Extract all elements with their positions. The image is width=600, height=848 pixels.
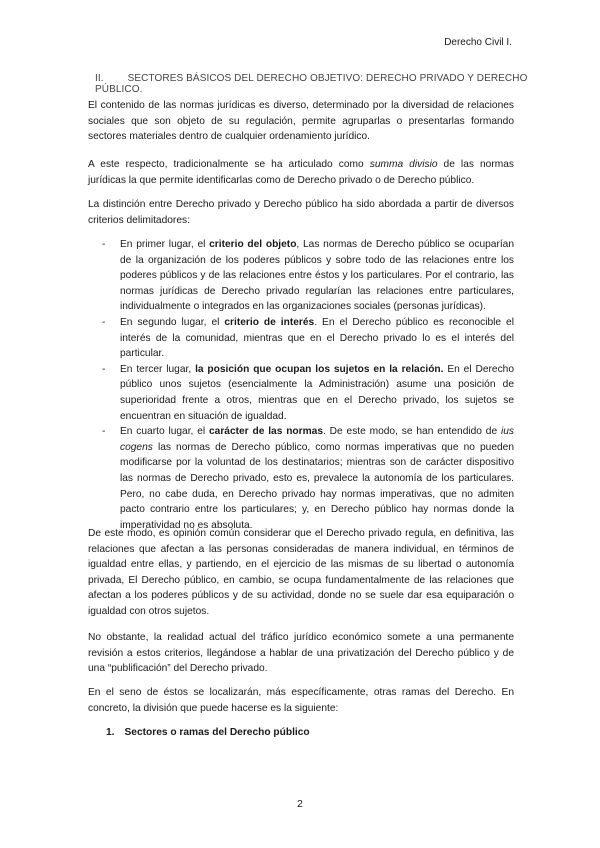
- paragraph-2-italic: summa divisio: [369, 159, 438, 170]
- paragraph-1: El contenido de las normas jurídicas es diverso, determinado por la diversidad de relaciones sociales que son objeto de su regulación, permite agruparlas o presentarlas formando sectores materiales dentro de cualquier ordenamiento jurídico.: [88, 100, 514, 143]
- paragraph-6: En el seno de éstos se localizarán, más específicamente, otras ramas del Derecho. En concreto, la división que puede hacerse es la siguiente:: [88, 687, 514, 714]
- list-item-text: , Las normas de Derecho público se ocuparían de la organización de los poderes públicos y sobre todo de las relaciones entre los poderes públicos y de las relaciones entre éstos y los particulares. Por el contrario, las normas jurídicas de Derecho privado regularían las relaciones entre particulares, individualmente o integrados en las organizaciones sociales (personas jurídicas).: [120, 239, 514, 313]
- list-item-bold: carácter de las normas: [208, 426, 323, 438]
- list-item-text: En cuarto lugar, el: [120, 426, 209, 438]
- list-item-text: las normas de Derecho público, como normas imperativas que no pueden modificarse por la voluntad de los destinatarios; mientras son de carácter dispositivo las normas de Derecho privado, esto es, prevalece la autonomía de los particulares. Pero, no cabe duda, en Derecho privado hay normas imperativas, que no admiten pacto contrario entre los particulares; y, en Derecho público hay normas donde la imperatividad no es absoluta.: [120, 441, 514, 531]
- list-item: [88, 424, 514, 533]
- section-number: II.: [95, 73, 104, 84]
- paragraph-4: De este modo, es opinión común considerar que el Derecho privado regula, en definitiva, las relaciones que afectan a las personas consideradas de manera individual, en términos de igualdad entre ellas, y partiendo, en el ejercicio de las mismas de su libertad o autonomía privada, El Derecho público, en cambio, se ocupa fundamentalmente de las relaciones que afectan a los poderes públicos y de su actividad, donde no se suele dar esa equiparación o igualdad con otros sujetos.: [88, 528, 514, 617]
- list-item: [88, 362, 514, 424]
- paragraph-5: No obstante, la realidad actual del tráfico jurídico económico somete a una permanente revisión a estos criterios, llegándose a hablar de una privatización del Derecho público y de una “publificación” del Derecho privado.: [88, 632, 514, 675]
- criteria-list: [88, 237, 514, 533]
- list-item-italic: ius cogens: [120, 426, 514, 453]
- running-header: Derecho Civil I.: [444, 37, 512, 48]
- paragraph-3: La distinción entre Derecho privado y Derecho público ha sido abordada a partir de diversos criterios delimitadores:: [88, 199, 514, 226]
- section-title: [95, 73, 535, 95]
- section-title-text: SECTORES BÁSICOS DEL DERECHO OBJETIVO: DERECHO PRIVADO Y DERECHO PÚBLICO.: [95, 73, 528, 95]
- numbered-heading-number: 1.: [106, 727, 115, 738]
- dash-marker: -: [102, 363, 106, 375]
- paragraph-2-part: de las normas jurídicas la que permite identificarlas como de Derecho privado o de Derecho público.: [88, 159, 514, 186]
- list-item-text: En segundo lugar, el: [120, 316, 225, 328]
- list-item-text: En primer lugar, el: [120, 239, 210, 250]
- dash-marker: -: [102, 316, 106, 328]
- paragraph-2-part: A este respecto, tradicionalmente se ha articulado como: [88, 159, 370, 170]
- paragraph-2: [88, 157, 514, 188]
- numbered-heading: [106, 727, 310, 738]
- list-item-text: En tercer lugar,: [120, 363, 196, 375]
- list-item-text: . En el Derecho público es reconocible el interés de la comunidad, mientras que en el Derecho privado lo es el interés del particular.: [120, 316, 514, 360]
- list-item: [88, 237, 514, 315]
- list-item-text: En el Derecho público unos sujetos (esencialmente la Administración) asume una posición de superioridad frente a otros, mientras que en el Derecho privado, los sujetos se encuentran en situación de igualdad.: [120, 363, 514, 422]
- list-item-bold: la posición que ocupan los sujetos en la relación.: [195, 363, 444, 375]
- dash-marker: -: [102, 426, 106, 438]
- numbered-heading-text: Sectores o ramas del Derecho público: [124, 727, 310, 738]
- list-item-text: . De este modo, se han entendido de: [323, 426, 501, 438]
- list-item: [88, 315, 514, 362]
- page-number: 2: [297, 799, 303, 810]
- list-item-bold: criterio del objeto: [209, 239, 297, 250]
- dash-marker: -: [102, 239, 106, 250]
- list-item-bold: criterio de interés: [224, 316, 315, 328]
